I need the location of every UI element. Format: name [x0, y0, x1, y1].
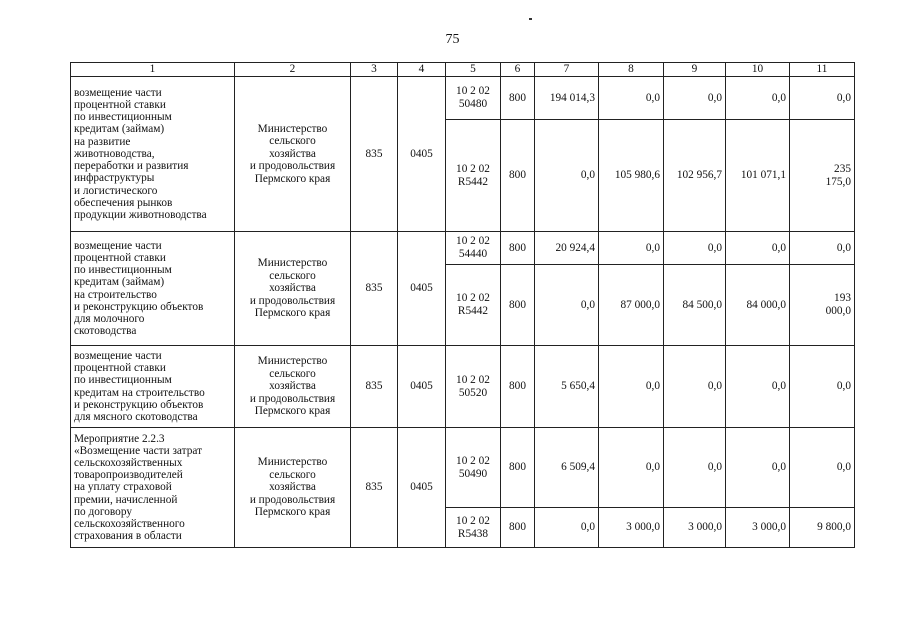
cell-line: 9 800,0	[817, 521, 851, 533]
amount-col9: 0,0	[664, 232, 726, 265]
column-header: 5	[446, 63, 501, 77]
page-number: 75	[445, 32, 460, 47]
amount-col8: 0,0	[599, 77, 664, 120]
target-article-code	[446, 428, 501, 508]
cell-line: на строительство	[74, 288, 157, 301]
cell-line: и реконструкцию объектов	[74, 398, 204, 411]
cell-line: 10 2 02	[456, 514, 490, 527]
cell-line: хозяйства	[269, 282, 316, 295]
cell-line: Министерство	[257, 355, 328, 368]
target-article-code	[446, 265, 501, 346]
expense-type: 800	[501, 265, 535, 346]
cell-line: Пермского края	[254, 307, 331, 320]
cell-line: 10 2 02	[456, 454, 490, 467]
cell-line: процентной ставки	[74, 362, 166, 375]
cell-line: на развитие	[74, 135, 131, 148]
amount-col8: 0,0	[599, 428, 664, 508]
cell-line: 50480	[458, 98, 488, 110]
cell-line: 10 2 02	[456, 292, 490, 304]
cell-line: 193	[834, 292, 851, 304]
amount-col7: 194 014,3	[535, 77, 599, 120]
cell-line: сельского	[269, 367, 316, 380]
amount-col7: 20 924,4	[535, 232, 599, 265]
cell-line: 54440	[458, 248, 488, 260]
ministry-name	[235, 428, 351, 548]
cell-line: и продовольствия	[249, 493, 336, 506]
cell-line: на уплату страховой	[74, 481, 172, 494]
cell-line: по инвестиционным	[74, 374, 172, 387]
measure-description	[71, 346, 235, 428]
amount-col10: 84 000,0	[726, 265, 790, 346]
cell-line: инфраструктуры	[74, 172, 155, 185]
table-row	[71, 77, 855, 120]
measure-description	[71, 428, 235, 548]
amount-col11	[790, 428, 855, 508]
header-row	[71, 63, 855, 77]
cell-line: хозяйства	[269, 380, 316, 393]
cell-line: возмещение части	[74, 349, 162, 362]
cell-line: 0,0	[836, 241, 851, 254]
cell-line: сельского	[269, 468, 316, 481]
amount-col8: 3 000,0	[599, 508, 664, 548]
target-article-code	[446, 232, 501, 265]
cell-line: 000,0	[825, 305, 851, 317]
cell-line: Мероприятие 2.2.3	[74, 432, 165, 445]
cell-line: возмещение части	[74, 239, 162, 252]
column-header: 7	[535, 63, 599, 77]
cell-line: и продовольствия	[249, 392, 336, 405]
cell-line: 50520	[458, 386, 488, 399]
cell-line: товаропроизводителей	[74, 469, 183, 482]
admin-code: 835	[351, 428, 398, 548]
cell-line: скотоводства	[74, 325, 137, 338]
ministry-name	[235, 232, 351, 346]
cell-line: возмещение части	[74, 86, 162, 99]
amount-col9: 84 500,0	[664, 265, 726, 346]
column-header: 4	[398, 63, 446, 77]
measure-description	[71, 77, 235, 232]
cell-line: сельскохозяйственных	[74, 456, 183, 469]
cell-line: сельскохозяйственного	[74, 518, 185, 530]
cell-line: хозяйства	[269, 481, 316, 494]
amount-col7: 0,0	[535, 508, 599, 548]
cell-line: кредитам (займам)	[74, 276, 165, 289]
cell-line: 0,0	[836, 91, 851, 104]
admin-code: 835	[351, 346, 398, 428]
ministry-name	[235, 346, 351, 428]
amount-col8: 0,0	[599, 232, 664, 265]
cell-line: Министерство	[257, 257, 328, 270]
amount-col10: 101 071,1	[726, 120, 790, 232]
section-code: 0405	[398, 346, 446, 428]
cell-line: Пермского края	[254, 506, 331, 519]
cell-line: 10 2 02	[456, 235, 490, 247]
expense-type: 800	[501, 508, 535, 548]
column-header: 6	[501, 63, 535, 77]
cell-line: и реконструкцию объектов	[74, 300, 204, 313]
cell-line: страхования в области	[74, 530, 182, 543]
amount-col9: 102 956,7	[664, 120, 726, 232]
expense-type: 800	[501, 77, 535, 120]
column-header: 3	[351, 63, 398, 77]
target-article-code	[446, 77, 501, 120]
amount-col11	[790, 232, 855, 265]
cell-line: R5442	[457, 175, 489, 188]
cell-line: Пермского края	[254, 405, 331, 418]
column-header: 11	[790, 63, 855, 77]
cell-line: кредитам (займам)	[74, 123, 165, 136]
cell-line: для мясного скотоводства	[74, 410, 198, 423]
amount-col10: 0,0	[726, 232, 790, 265]
cell-line: процентной ставки	[74, 99, 166, 112]
cell-line: 0,0	[836, 380, 851, 392]
cell-line: 10 2 02	[456, 85, 490, 97]
amount-col10: 3 000,0	[726, 508, 790, 548]
cell-line: и продовольствия	[249, 160, 336, 173]
amount-col11	[790, 346, 855, 428]
table-row	[71, 428, 855, 508]
expense-type: 800	[501, 232, 535, 265]
amount-col7: 6 509,4	[535, 428, 599, 508]
amount-col7: 5 650,4	[535, 346, 599, 428]
amount-col9: 0,0	[664, 77, 726, 120]
cell-line: хозяйства	[269, 147, 316, 160]
section-code: 0405	[398, 428, 446, 548]
expense-type: 800	[501, 428, 535, 508]
amount-col7: 0,0	[535, 265, 599, 346]
cell-line: Министерство	[257, 122, 328, 135]
amount-col11	[790, 77, 855, 120]
column-header: 1	[71, 63, 235, 77]
cell-line: по инвестиционным	[74, 264, 172, 277]
amount-col8: 0,0	[599, 346, 664, 428]
cell-line: для молочного	[74, 312, 145, 325]
table-row	[71, 346, 855, 428]
amount-col10: 0,0	[726, 346, 790, 428]
cell-line: 175,0	[825, 175, 851, 188]
amount-col11	[790, 508, 855, 548]
table-row	[71, 232, 855, 265]
cell-line: премии, начисленной	[74, 493, 178, 506]
cell-line: процентной ставки	[74, 251, 166, 264]
amount-col11	[790, 265, 855, 346]
cell-line: R5442	[457, 305, 489, 317]
target-article-code	[446, 346, 501, 428]
scan-speck	[529, 18, 532, 20]
amount-col7: 0,0	[535, 120, 599, 232]
cell-line: Пермского края	[254, 172, 331, 185]
amount-col9: 0,0	[664, 428, 726, 508]
cell-line: переработки и развития	[74, 160, 189, 173]
cell-line: сельского	[269, 269, 316, 282]
amount-col8: 105 980,6	[599, 120, 664, 232]
cell-line: кредитам на строительство	[74, 386, 205, 399]
budget-table	[70, 62, 855, 548]
amount-col9: 3 000,0	[664, 508, 726, 548]
cell-line: «Возмещение части затрат	[74, 444, 203, 457]
amount-col11	[790, 120, 855, 232]
cell-line: 235	[834, 162, 851, 175]
admin-code: 835	[351, 77, 398, 232]
column-header: 9	[664, 63, 726, 77]
cell-line: животноводства,	[74, 147, 155, 160]
amount-col9: 0,0	[664, 346, 726, 428]
cell-line: R5438	[457, 527, 489, 540]
cell-line: 10 2 02	[456, 162, 490, 175]
cell-line: продукции животноводства	[74, 208, 207, 221]
cell-line: и продовольствия	[249, 294, 336, 307]
column-header: 10	[726, 63, 790, 77]
amount-col8: 87 000,0	[599, 265, 664, 346]
section-code: 0405	[398, 232, 446, 346]
ministry-name	[235, 77, 351, 232]
cell-line: по договору	[74, 505, 132, 518]
section-code: 0405	[398, 77, 446, 232]
expense-type: 800	[501, 346, 535, 428]
target-article-code	[446, 508, 501, 548]
expense-type: 800	[501, 120, 535, 232]
cell-line: и логистического	[74, 184, 158, 197]
column-header: 2	[235, 63, 351, 77]
cell-line: 50490	[458, 467, 488, 480]
amount-col10: 0,0	[726, 428, 790, 508]
cell-line: 10 2 02	[456, 373, 490, 386]
cell-line: Министерство	[257, 456, 328, 469]
measure-description	[71, 232, 235, 346]
cell-line: обеспечения рынков	[74, 196, 173, 209]
cell-line: по инвестиционным	[74, 111, 172, 124]
cell-line: 0,0	[836, 461, 851, 473]
admin-code: 835	[351, 232, 398, 346]
column-header: 8	[599, 63, 664, 77]
amount-col10: 0,0	[726, 77, 790, 120]
cell-line: сельского	[269, 135, 316, 148]
target-article-code	[446, 120, 501, 232]
